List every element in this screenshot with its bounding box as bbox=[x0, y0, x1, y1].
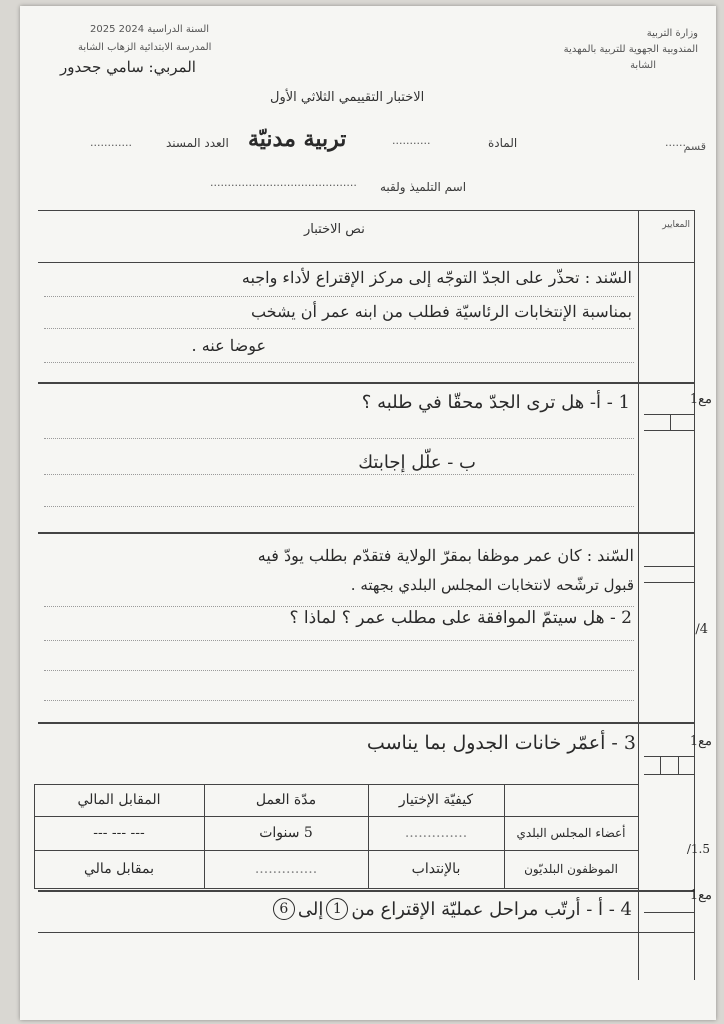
q2-mark: 4/ bbox=[695, 622, 708, 637]
ruled-line bbox=[44, 606, 634, 607]
city-label: الشابة bbox=[630, 60, 656, 71]
q3-mark: مع1 bbox=[689, 734, 712, 749]
table-cell: .............. bbox=[254, 861, 318, 877]
table-cell: 5 سنوات bbox=[259, 825, 313, 841]
table-header-selection: كيفيّة الإختيار bbox=[398, 792, 474, 808]
header-bottom-line bbox=[38, 262, 694, 263]
subject-label: المادة bbox=[488, 136, 518, 150]
mark-box-line bbox=[644, 774, 694, 775]
mark-box-line bbox=[670, 414, 671, 430]
exam-title: الاختبار التقييمي الثلاثي الأول bbox=[270, 90, 425, 105]
q3-score: 1.5/ bbox=[686, 842, 710, 856]
section-divider-2 bbox=[38, 532, 694, 534]
q4-mark: مع1 bbox=[689, 888, 712, 903]
criteria-header: المعايير bbox=[662, 220, 690, 230]
table-row-label: الموظفون البلديّون bbox=[524, 862, 618, 876]
ruled-line bbox=[44, 670, 634, 671]
ruled-line bbox=[44, 438, 634, 439]
q1-part-b: ب - علّل إجابتك bbox=[358, 452, 476, 473]
ministry-label: وزارة التربية bbox=[646, 28, 698, 39]
mark-box-line bbox=[644, 582, 694, 583]
q4-to-number: 6 bbox=[273, 898, 295, 920]
school-name: المدرسة الابتدائية الزهاب الشابة bbox=[78, 42, 212, 53]
section-divider-1 bbox=[38, 382, 694, 384]
school-year: السنة الدراسية 2024 2025 bbox=[90, 24, 210, 35]
sanad2-line2: قبول ترشّحه لانتخابات المجلس البلدي بجهته . bbox=[350, 576, 634, 594]
q3-instruction: 3 - أعمّر خانات الجدول بما يناسب bbox=[366, 732, 636, 754]
q1-part-a: 1 - أ- هل ترى الجدّ محقّا في طلبه ؟ bbox=[361, 392, 630, 413]
sanad1-line3: عوضا عنه . bbox=[191, 336, 266, 355]
q2-question: 2 - هل سيتمّ الموافقة على مطلب عمر ؟ لماذا ؟ bbox=[289, 608, 632, 628]
table-row-label: أعضاء المجلس البلدي bbox=[516, 826, 626, 840]
student-dots: .......................................... bbox=[210, 176, 357, 189]
criteria-divider bbox=[638, 210, 639, 980]
count-label: العدد المسند bbox=[166, 136, 229, 150]
mark-box-line bbox=[678, 756, 679, 774]
exam-paper bbox=[20, 6, 716, 1020]
regional-office-label: المندوبية الجهوية للتربية بالمهدية bbox=[563, 44, 698, 55]
table-header-salary: المقابل المالي bbox=[77, 792, 161, 808]
table-cell: بالإنتداب bbox=[411, 861, 461, 877]
table-cell: بمقابل مالي bbox=[84, 861, 154, 877]
sanad1-line2: بمناسبة الإنتخابات الرئاسيّة فطلب من ابنه عمر أن يشخب bbox=[250, 302, 632, 321]
student-label: اسم التلميذ ولقبه bbox=[380, 180, 467, 194]
frame-right bbox=[694, 210, 695, 980]
mark-box-line bbox=[644, 756, 694, 757]
ruled-line bbox=[44, 328, 634, 329]
text-header: نص الاختبار bbox=[304, 222, 365, 237]
section-divider-3 bbox=[38, 722, 694, 724]
q4-from-number: 1 bbox=[326, 898, 348, 920]
sanad1-line1: السّند : تحذّر على الجدّ التوجّه إلى مركز الإقتراع لأداء واجبه bbox=[241, 268, 632, 287]
class-label: قسم bbox=[683, 140, 706, 153]
mark-box-line bbox=[644, 566, 694, 567]
ruled-line bbox=[44, 506, 634, 507]
mark-box-line bbox=[644, 912, 694, 913]
q4-to-word: إلى bbox=[297, 898, 324, 920]
section-divider-5 bbox=[38, 932, 694, 933]
ruled-line bbox=[44, 474, 634, 475]
mark-box-line bbox=[644, 430, 694, 431]
q4-instruction bbox=[270, 898, 632, 920]
q4-instruction-text: 4 - أ - أرتّب مراحل عمليّة الإقتراع من bbox=[351, 898, 632, 920]
subject-dots: ........... bbox=[392, 134, 431, 147]
subject-value: تربية مدنيّة bbox=[248, 126, 347, 152]
frame-top bbox=[38, 210, 694, 211]
q3-table bbox=[34, 784, 638, 888]
table-line bbox=[34, 888, 638, 889]
ruled-line bbox=[44, 296, 634, 297]
ruled-line bbox=[44, 640, 634, 641]
teacher-name: المربي: سامي جحدور bbox=[60, 58, 196, 76]
section-divider-4 bbox=[38, 890, 694, 892]
class-dots: ...... bbox=[665, 136, 686, 149]
table-cell: .............. bbox=[404, 825, 468, 841]
table-header-duration: مدّة العمل bbox=[255, 792, 317, 808]
q1-mark: مع1 bbox=[689, 392, 712, 407]
sanad2-line1: السّند : كان عمر موظفا بمقرّ الولاية فتقدّم بطلب يودّ فيه bbox=[257, 546, 634, 565]
mark-box-line bbox=[644, 414, 694, 415]
count-dots: ............ bbox=[90, 136, 132, 149]
ruled-line bbox=[44, 700, 634, 701]
ruled-line bbox=[44, 362, 634, 363]
table-cell: --- --- --- bbox=[93, 825, 145, 841]
mark-box-line bbox=[660, 756, 661, 774]
